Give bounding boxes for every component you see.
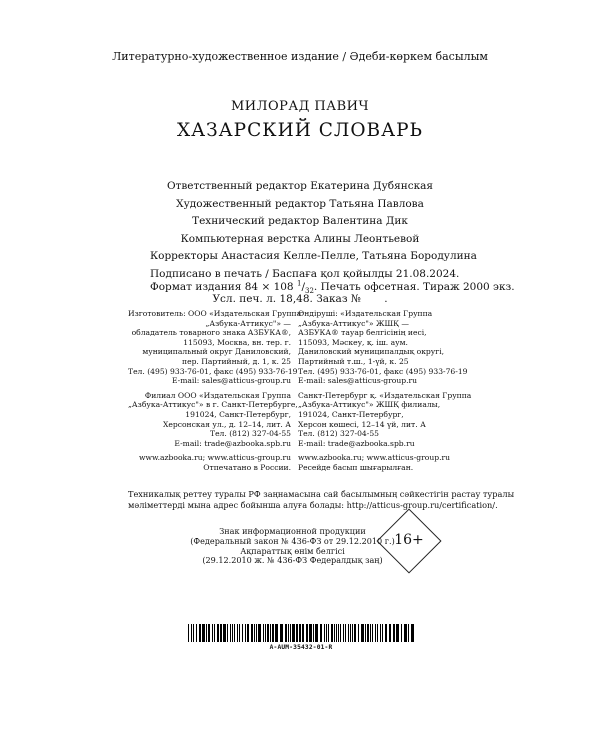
barcode-bar	[324, 624, 325, 642]
barcode-bar	[212, 624, 213, 642]
barcode-bar	[292, 624, 295, 642]
law-line: (29.12.2010 ж. № 436-ФЗ Федералдық заң)	[202, 555, 383, 566]
barcode-bar	[338, 624, 339, 642]
barcode-bar	[288, 624, 289, 642]
address-column-ru	[128, 309, 302, 473]
address-line: Отпечатано в России.	[203, 462, 291, 472]
address-line: Ресейде басып шығарылған.	[298, 462, 414, 472]
law-line: Знак информационной продукции	[219, 526, 366, 536]
law-line: Ақпараттық өнім белгісі	[240, 545, 345, 556]
barcode-bar	[214, 624, 215, 642]
format-suffix: . Печать офсетная. Тираж 2000 экз.	[313, 280, 515, 293]
address-column-kz	[298, 309, 478, 473]
barcode-bar	[290, 624, 291, 642]
notice-line: мәліметтерді мына адрес бойынша алуға болады: http://atticus-group.ru/certification/.	[128, 499, 498, 510]
barcode-bar	[296, 624, 298, 642]
address-line: Тел. (812) 327-04-55	[298, 429, 379, 439]
barcode-bar	[191, 624, 192, 642]
address-line: „Азбука-Аттикус"» ЖШҚ —	[298, 318, 410, 328]
barcode-bar	[217, 624, 219, 642]
barcode-bar	[302, 624, 304, 642]
certification-notice	[128, 489, 515, 510]
barcode-bar	[389, 624, 391, 642]
format-den: 32	[304, 286, 314, 295]
law-line: (Федеральный закон № 436-ФЗ от 29.12.2010 г.)	[190, 535, 395, 546]
barcode-bar	[350, 624, 351, 642]
barcode-bar	[365, 624, 366, 642]
address-line: Санкт-Петербург қ. «Издательская Группа	[298, 390, 472, 400]
address-line: 191024, Санкт-Петербург,	[185, 409, 291, 419]
barcode-bar	[270, 624, 271, 642]
barcode-bar	[396, 624, 399, 642]
barcode-bar	[340, 624, 341, 642]
address-line: „Азбука-Аттикус"» ЖШҚ филиалы,	[298, 400, 441, 410]
barcode-bar	[401, 624, 402, 642]
barcode-bar	[275, 624, 278, 642]
barcode-bar	[196, 624, 197, 642]
barcode-bar	[382, 624, 383, 642]
sheets-line: Усл. печ. л. 18,48. Заказ № .	[212, 293, 388, 306]
barcode-bar	[367, 624, 369, 642]
barcode-bar	[380, 624, 381, 642]
barcode-bar	[358, 624, 359, 642]
barcode-bar	[326, 624, 327, 642]
address-line: E-mail: sales@atticus-group.ru	[298, 376, 418, 386]
barcode-bar	[230, 624, 231, 642]
barcode-bar	[208, 624, 210, 642]
barcode-bar	[345, 624, 346, 642]
address-line: 115093, Москва, вн. тер. г.	[183, 337, 291, 347]
barcode-bar	[245, 624, 246, 642]
address-line: Даниловский муниципалдық округі,	[298, 347, 445, 357]
format-line: Формат издания 84 × 108 $^1/_{32}$. Печать офсетная. Тираж 2000 экз.	[150, 279, 515, 295]
barcode-bar	[372, 624, 373, 642]
credit-line: Компьютерная верстка Алины Леонтьевой	[180, 232, 420, 245]
barcode-bar	[393, 624, 395, 642]
barcode-bar	[199, 624, 201, 642]
barcode-bar	[188, 624, 189, 642]
address-line: Тел. (495) 933-76-01, факс (495) 933-76-19	[298, 366, 468, 376]
barcode-bar	[263, 624, 264, 642]
barcode-bar	[328, 624, 329, 642]
barcode-bar	[193, 624, 194, 642]
barcode-bar	[267, 624, 269, 642]
barcode-bar	[352, 624, 353, 642]
barcode-bar	[343, 624, 344, 642]
format-prefix: Формат издания 84 × 108	[150, 280, 294, 293]
credit-line: Корректоры Анастасия Келле-Пелле, Татьяна Бородулина	[150, 250, 477, 262]
address-line: „Азбука-Аттикус"» —	[205, 318, 291, 328]
barcode-bar	[320, 624, 322, 642]
barcode-bar	[258, 624, 261, 642]
info-product-sign-text	[190, 527, 395, 566]
barcode-bar	[227, 624, 228, 642]
address-line: E-mail: trade@azbooka.spb.ru	[298, 438, 415, 448]
barcode-bar	[411, 624, 414, 642]
barcode-bar	[239, 624, 240, 642]
credit-line: Технический редактор Валентина Дик	[192, 215, 408, 227]
address-line: Филиал ООО «Издательская Группа	[144, 390, 291, 400]
barcode-bar	[377, 624, 378, 642]
barcode-number: A-AUM-35432-01-R	[269, 644, 333, 651]
address-line: 115093, Мәскеу, қ. іш. аум.	[298, 337, 408, 347]
barcode-bar	[280, 624, 283, 642]
barcode-bar	[232, 624, 233, 642]
address-line: www.azbooka.ru; www.atticus-group.ru	[298, 453, 451, 463]
address-line: E-mail: trade@azbooka.spb.ru	[174, 438, 291, 448]
notice-line: Техникалық реттеу туралы РФ заңнамасына сай басылымның сәйкестігін растау туралы	[128, 489, 515, 499]
barcode-bar	[404, 624, 407, 642]
address-line: E-mail: sales@atticus-group.ru	[171, 376, 291, 386]
address-line: 191024, Санкт-Петербург,	[298, 409, 404, 419]
barcode-bar	[223, 624, 226, 642]
address-line: „Азбука-Аттикус"» в г. Санкт-Петербурге,	[128, 400, 298, 410]
address-line: www.azbooka.ru; www.atticus-group.ru	[138, 453, 291, 463]
barcode-bar	[315, 624, 318, 642]
barcode-bar	[251, 624, 253, 642]
barcode-bar	[370, 624, 371, 642]
age-rating-label: 16+	[394, 532, 424, 548]
address-line: Херсон көшесі, 12–14 үй, лит. А	[298, 419, 426, 429]
address-line: муниципальный округ Даниловский,	[142, 347, 291, 357]
barcode-bar	[375, 624, 376, 642]
barcode-bar	[309, 624, 312, 642]
barcode-bar	[354, 624, 356, 642]
book-title: ХАЗАРСКИЙ СЛОВАРЬ	[176, 120, 424, 141]
category-line: Литературно-художественное издание / Әдеби-көркем басылым	[112, 50, 488, 63]
credit-line: Ответственный редактор Екатерина Дубянская	[166, 180, 434, 192]
barcode-bar	[299, 624, 301, 642]
address-line: пер. Партийный, д. 1, к. 25	[182, 356, 291, 366]
barcode-image	[188, 624, 414, 642]
barcode-bar	[334, 624, 335, 642]
address-line: Өндіруші: «Издательская Группа	[298, 309, 433, 318]
print-info	[150, 268, 515, 306]
barcode-bar	[202, 624, 205, 642]
author-name: МИЛОРАД ПАВИЧ	[230, 99, 370, 114]
barcode-bar	[265, 624, 266, 642]
barcode-bar	[361, 624, 364, 642]
credit-line: Художественный редактор Татьяна Павлова	[176, 197, 424, 210]
barcode-bar	[234, 624, 235, 642]
barcode-bar	[306, 624, 308, 642]
barcode-bar	[254, 624, 255, 642]
barcode-bar	[408, 624, 409, 642]
barcode-bar	[331, 624, 333, 642]
barcode-bar	[348, 624, 349, 642]
address-line: Херсонская ул., д. 12–14, лит. А	[162, 419, 291, 429]
barcode-bar	[206, 624, 207, 642]
address-line: Партийный т.ш., 1-үй, к. 25	[298, 356, 409, 366]
address-line: Изготовитель: ООО «Издательская Группа	[128, 309, 302, 318]
barcode-bar	[237, 624, 238, 642]
barcode-bar	[285, 624, 287, 642]
barcode-bar	[272, 624, 274, 642]
barcode-bar	[385, 624, 387, 642]
barcode-bar	[313, 624, 314, 642]
credits-block	[150, 178, 477, 266]
address-line: Тел. (812) 327-04-55	[210, 429, 291, 439]
barcode-bar	[242, 624, 243, 642]
address-line: АЗБУКА® тауар белгісінің иесі,	[298, 328, 427, 338]
barcode-bar	[336, 624, 337, 642]
barcode-bar	[256, 624, 257, 642]
format-num: 1	[296, 279, 302, 288]
barcode-bar	[247, 624, 249, 642]
barcode-bar	[220, 624, 222, 642]
signed-line: Подписано в печать / Баспаға қол қойылды 21.08.2024.	[150, 268, 460, 280]
address-line: обладатель товарного знака АЗБУКА®,	[131, 328, 291, 338]
address-line: Тел. (495) 933-76-01, факс (495) 933-76-19	[128, 366, 298, 376]
